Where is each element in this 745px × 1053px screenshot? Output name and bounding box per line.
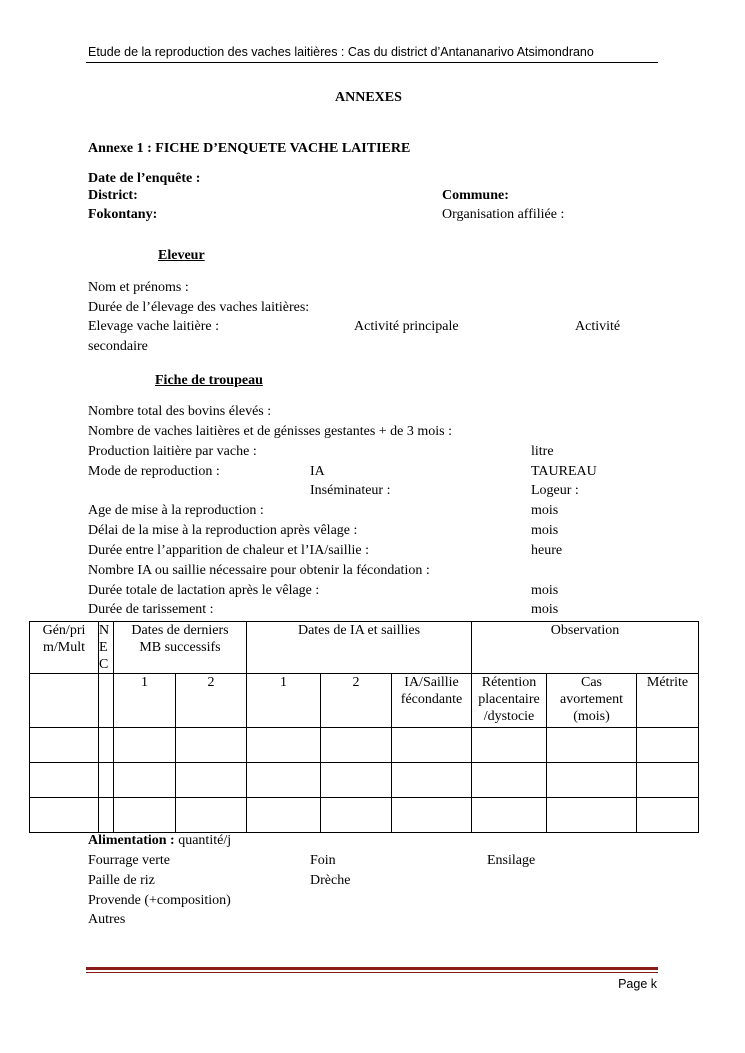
col-dates-ia-header: Dates de IA et saillies — [247, 622, 472, 674]
page-header: Etude de la reproduction des vaches laitières : Cas du district d’Antananarivo Atsimondrano — [88, 45, 594, 59]
nombre-ia-label: Nombre IA ou saillie nécessaire pour obtenir la fécondation : — [88, 563, 430, 578]
col-dates-mb-header: Dates de derniers MB successifs — [114, 622, 247, 674]
date-label: Date de l’enquête : — [88, 171, 201, 186]
sub-mb-2: 2 — [176, 674, 247, 728]
troupeau-heading: Fiche de troupeau — [155, 373, 263, 388]
ia-label: IA — [310, 464, 325, 479]
alimentation-qty: quantité/j — [174, 833, 232, 848]
sub-ia-fecondante: IA/Saillie fécondante — [392, 674, 472, 728]
foin-label: Foin — [310, 853, 336, 868]
fourrage-label: Fourrage verte — [88, 853, 171, 868]
mode-label: Mode de reproduction : — [88, 464, 220, 479]
table-row — [30, 728, 699, 763]
organisation-label: Organisation affiliée : — [442, 207, 565, 222]
duree-lactation-label: Durée totale de lactation après le vêlage : — [88, 583, 320, 598]
secondaire-label: secondaire — [88, 339, 148, 354]
elevage-label: Elevage vache laitière : — [88, 319, 219, 334]
age-unit: mois — [531, 503, 559, 518]
sub-metrite: Métrite — [637, 674, 699, 728]
duree-chaleur-unit: heure — [531, 543, 563, 558]
activite-label: Activité — [575, 319, 621, 334]
footer-rule — [86, 967, 658, 970]
litre-unit: litre — [531, 444, 554, 459]
reproduction-table — [29, 621, 699, 833]
duree-tarissement-label: Durée de tarissement : — [88, 602, 214, 617]
nombre-vaches-label: Nombre de vaches laitières et de génisses gestantes + de 3 mois : — [88, 424, 453, 439]
duree-chaleur-label: Durée entre l’apparition de chaleur et l’IA/saillie : — [88, 543, 370, 558]
ensilage-label: Ensilage — [487, 853, 536, 868]
lactation-unit: mois — [531, 583, 559, 598]
footer-rule-thin — [86, 972, 658, 973]
tarissement-unit: mois — [531, 602, 559, 617]
col-n-header: N E C — [99, 622, 114, 674]
table-cell — [30, 674, 99, 728]
annexes-title: ANNEXES — [335, 90, 402, 105]
page-number: Page k — [618, 977, 657, 991]
nom-label: Nom et prénoms : — [88, 280, 189, 295]
eleveur-heading: Eleveur — [158, 248, 205, 263]
table-cell — [99, 674, 114, 728]
nombre-total-label: Nombre total des bovins élevés : — [88, 404, 272, 419]
fokontany-label: Fokontany: — [88, 207, 158, 222]
sub-ia-2: 2 — [321, 674, 392, 728]
age-label: Age de mise à la reproduction : — [88, 503, 264, 518]
autres-label: Autres — [88, 912, 126, 927]
delai-label: Délai de la mise à la reproduction après vêlage : — [88, 523, 358, 538]
delai-unit: mois — [531, 523, 559, 538]
annexe-title: Annexe 1 : FICHE D’ENQUETE VACHE LAITIERE — [88, 141, 411, 156]
alimentation-line — [88, 833, 231, 849]
table-row — [30, 798, 699, 833]
production-label: Production laitière par vache : — [88, 444, 257, 459]
district-label: District: — [88, 188, 138, 203]
inseminateur-label: Inséminateur : — [310, 483, 391, 498]
col-observation-header: Observation — [472, 622, 699, 674]
sub-retention: Rétention placentaire /dystocie — [472, 674, 547, 728]
paille-label: Paille de riz — [88, 873, 155, 888]
table-subheader-row — [30, 674, 699, 728]
col-gen-header: Gén/pri m/Mult — [30, 622, 99, 674]
logeur-label: Logeur : — [531, 483, 579, 498]
taureau-label: TAUREAU — [531, 464, 597, 479]
sub-cas-avortement: Cas avortement (mois) — [547, 674, 637, 728]
commune-label: Commune: — [442, 188, 509, 203]
provende-label: Provende (+composition) — [88, 893, 231, 908]
sub-ia-1: 1 — [247, 674, 321, 728]
dreche-label: Drèche — [310, 873, 351, 888]
table-header-row — [30, 622, 699, 674]
alimentation-label: Alimentation : — [88, 833, 175, 848]
duree-elevage-label: Durée de l’élevage des vaches laitières: — [88, 300, 310, 315]
sub-mb-1: 1 — [114, 674, 176, 728]
header-divider — [86, 62, 658, 63]
table-row — [30, 763, 699, 798]
activite-principale-label: Activité principale — [354, 319, 459, 334]
